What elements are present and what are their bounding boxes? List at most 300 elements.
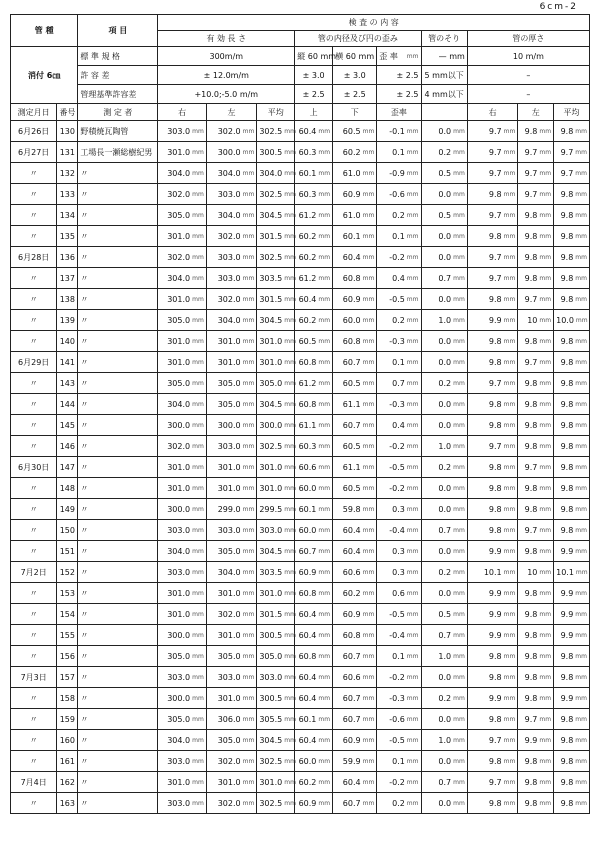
table-row — [11, 730, 590, 751]
cell-avg: 304.0 mm — [257, 163, 295, 184]
cell-l: 303.0 mm — [206, 184, 257, 205]
cell-avg: 302.5 mm — [257, 121, 295, 142]
cell-tr: 9.7 mm — [467, 142, 518, 163]
cell-person: 〃 — [78, 625, 158, 646]
cell-r: 303.0 mm — [158, 562, 206, 583]
cell-r: 302.0 mm — [158, 436, 206, 457]
cell-tl: 9.7 mm — [518, 289, 554, 310]
cell-warp: 0.0 mm — [421, 394, 467, 415]
item-header: 項 目 — [78, 15, 158, 47]
cell-tr: 9.7 mm — [467, 121, 518, 142]
cell-tavg: 9.8 mm — [554, 751, 590, 772]
cell-top: 60.0 mm — [295, 478, 333, 499]
effective-length-header: 有 効 長 さ — [158, 31, 295, 47]
cell-tavg: 9.7 mm — [554, 163, 590, 184]
cell-warp: 0.0 mm — [421, 667, 467, 688]
cell-avg: 304.5 mm — [257, 730, 295, 751]
cell-avg: 301.0 mm — [257, 457, 295, 478]
cell-person: 〃 — [78, 688, 158, 709]
cell-l: 305.0 mm — [206, 541, 257, 562]
cell-r: 300.0 mm — [158, 499, 206, 520]
warp-header: 管のそり — [421, 31, 467, 47]
cell-tavg: 9.8 mm — [554, 247, 590, 268]
cell-date: 〃 — [11, 499, 57, 520]
cell-tavg: 9.8 mm — [554, 793, 590, 814]
cell-tavg: 9.8 mm — [554, 478, 590, 499]
cell-l: 301.0 mm — [206, 457, 257, 478]
cell-l: 305.0 mm — [206, 394, 257, 415]
cell-avg: 302.5 mm — [257, 184, 295, 205]
cell-no: 131 — [57, 142, 78, 163]
cell-l: 302.0 mm — [206, 226, 257, 247]
cell-no: 137 — [57, 268, 78, 289]
cell-tr: 9.7 mm — [467, 373, 518, 394]
cell-dist: 0.3 mm — [377, 562, 421, 583]
cell-no: 143 — [57, 373, 78, 394]
cell-tr: 9.8 mm — [467, 394, 518, 415]
col-right: 右 — [158, 104, 206, 121]
cell-avg: 300.5 mm — [257, 688, 295, 709]
cell-tavg: 9.8 mm — [554, 730, 590, 751]
cell-no: 144 — [57, 394, 78, 415]
cell-person: 〃 — [78, 394, 158, 415]
cell-l: 301.0 mm — [206, 352, 257, 373]
cell-top: 60.5 mm — [295, 331, 333, 352]
cell-person: 〃 — [78, 751, 158, 772]
cell-dist: -0.5 mm — [377, 730, 421, 751]
col-distortion: 歪率 — [377, 104, 421, 121]
cell-r: 303.0 mm — [158, 520, 206, 541]
col-avg: 平均 — [257, 104, 295, 121]
cell-tavg: 9.8 mm — [554, 415, 590, 436]
cell-date: 〃 — [11, 289, 57, 310]
cell-tr: 9.8 mm — [467, 520, 518, 541]
cell-l: 303.0 mm — [206, 520, 257, 541]
cell-tavg: 9.9 mm — [554, 625, 590, 646]
cell-top: 60.4 mm — [295, 625, 333, 646]
cell-no: 163 — [57, 793, 78, 814]
cell-date: 7月2日 — [11, 562, 57, 583]
cell-l: 306.0 mm — [206, 709, 257, 730]
cell-tl: 9.8 mm — [518, 772, 554, 793]
cell-tl: 9.8 mm — [518, 478, 554, 499]
cell-warp: 0.5 mm — [421, 604, 467, 625]
inspection-contents-header: 検 査 の 内 容 — [158, 15, 590, 31]
cell-r: 303.0 mm — [158, 751, 206, 772]
table-row — [11, 478, 590, 499]
cell-avg: 300.5 mm — [257, 625, 295, 646]
cell-l: 305.0 mm — [206, 373, 257, 394]
cell-no: 154 — [57, 604, 78, 625]
cell-warp: 0.0 mm — [421, 478, 467, 499]
cell-top: 60.6 mm — [295, 457, 333, 478]
table-row — [11, 646, 590, 667]
cell-dist: 0.4 mm — [377, 415, 421, 436]
cell-tavg: 9.8 mm — [554, 709, 590, 730]
table-row — [11, 541, 590, 562]
col-bottom: 下 — [333, 104, 377, 121]
cell-dist: -0.4 mm — [377, 625, 421, 646]
cell-tr: 9.9 mm — [467, 541, 518, 562]
cell-avg: 301.0 mm — [257, 772, 295, 793]
cell-date: 〃 — [11, 415, 57, 436]
cell-warp: 1.0 mm — [421, 310, 467, 331]
tol-diam-2: ± 3.0 — [333, 66, 377, 85]
cell-tl: 9.7 mm — [518, 184, 554, 205]
cell-tavg: 9.8 mm — [554, 205, 590, 226]
cell-no: 135 — [57, 226, 78, 247]
cell-tl: 9.8 mm — [518, 604, 554, 625]
management-label: 管理基準許容差 — [78, 85, 158, 104]
cell-r: 302.0 mm — [158, 184, 206, 205]
cell-l: 303.0 mm — [206, 436, 257, 457]
cell-warp: 0.0 mm — [421, 289, 467, 310]
cell-avg: 303.5 mm — [257, 562, 295, 583]
cell-tl: 9.8 mm — [518, 415, 554, 436]
cell-l: 300.0 mm — [206, 415, 257, 436]
cell-bottom: 60.7 mm — [333, 646, 377, 667]
cell-r: 301.0 mm — [158, 772, 206, 793]
table-row — [11, 520, 590, 541]
mgmt-distortion: ± 2.5 — [377, 85, 421, 104]
cell-warp: 1.0 mm — [421, 730, 467, 751]
cell-top: 60.3 mm — [295, 436, 333, 457]
cell-tavg: 9.8 mm — [554, 268, 590, 289]
cell-no: 139 — [57, 310, 78, 331]
cell-dist: 0.1 mm — [377, 142, 421, 163]
cell-r: 304.0 mm — [158, 730, 206, 751]
cell-top: 61.2 mm — [295, 205, 333, 226]
cell-tavg: 9.8 mm — [554, 499, 590, 520]
thickness-header: 管の厚さ — [467, 31, 589, 47]
cell-tr: 9.9 mm — [467, 604, 518, 625]
cell-warp: 0.0 mm — [421, 331, 467, 352]
col-left: 左 — [206, 104, 257, 121]
table-row — [11, 142, 590, 163]
cell-r: 305.0 mm — [158, 310, 206, 331]
cell-tr: 9.8 mm — [467, 331, 518, 352]
cell-person: 〃 — [78, 415, 158, 436]
table-row — [11, 709, 590, 730]
cell-date: 〃 — [11, 268, 57, 289]
cell-tavg: 10.1 mm — [554, 562, 590, 583]
cell-tr: 9.7 mm — [467, 247, 518, 268]
table-row — [11, 310, 590, 331]
cell-top: 60.8 mm — [295, 646, 333, 667]
cell-top: 60.0 mm — [295, 751, 333, 772]
table-row — [11, 772, 590, 793]
cell-avg: 304.5 mm — [257, 205, 295, 226]
cell-dist: -0.2 mm — [377, 247, 421, 268]
cell-bottom: 61.0 mm — [333, 205, 377, 226]
cell-top: 60.3 mm — [295, 184, 333, 205]
cell-date: 〃 — [11, 604, 57, 625]
cell-tavg: 9.8 mm — [554, 226, 590, 247]
table-row — [11, 457, 590, 478]
table-row — [11, 604, 590, 625]
cell-bottom: 60.5 mm — [333, 478, 377, 499]
cell-tr: 9.8 mm — [467, 457, 518, 478]
cell-avg: 301.0 mm — [257, 478, 295, 499]
cell-tl: 9.7 mm — [518, 520, 554, 541]
cell-dist: 0.6 mm — [377, 583, 421, 604]
cell-l: 304.0 mm — [206, 163, 257, 184]
standard-label: 標 準 規 格 — [78, 47, 158, 66]
tol-diam-1: ± 3.0 — [295, 66, 333, 85]
cell-no: 162 — [57, 772, 78, 793]
cell-no: 155 — [57, 625, 78, 646]
cell-tl: 9.7 mm — [518, 352, 554, 373]
cell-dist: -0.3 mm — [377, 688, 421, 709]
cell-tavg: 9.8 mm — [554, 352, 590, 373]
cell-top: 60.2 mm — [295, 226, 333, 247]
cell-tr: 9.8 mm — [467, 793, 518, 814]
cell-bottom: 60.7 mm — [333, 352, 377, 373]
cell-bottom: 60.6 mm — [333, 562, 377, 583]
cell-l: 303.0 mm — [206, 247, 257, 268]
cell-tr: 9.8 mm — [467, 709, 518, 730]
mgmt-warp: 4 mm以下 — [421, 85, 467, 104]
table-row — [11, 184, 590, 205]
cell-person: 〃 — [78, 352, 158, 373]
cell-l: 302.0 mm — [206, 289, 257, 310]
cell-tl: 9.8 mm — [518, 667, 554, 688]
cell-no: 161 — [57, 751, 78, 772]
col-warp — [421, 104, 467, 121]
cell-date: 〃 — [11, 751, 57, 772]
cell-top: 60.1 mm — [295, 499, 333, 520]
cell-date: 〃 — [11, 226, 57, 247]
table-row — [11, 625, 590, 646]
cell-tr: 10.1 mm — [467, 562, 518, 583]
cell-warp: 0.2 mm — [421, 688, 467, 709]
cell-r: 301.0 mm — [158, 142, 206, 163]
cell-tr: 9.8 mm — [467, 415, 518, 436]
cell-bottom: 60.8 mm — [333, 331, 377, 352]
std-length: 300m/m — [158, 47, 295, 66]
cell-top: 60.4 mm — [295, 667, 333, 688]
cell-tr: 9.8 mm — [467, 478, 518, 499]
cell-date: 〃 — [11, 436, 57, 457]
cell-dist: 0.7 mm — [377, 373, 421, 394]
cell-bottom: 61.1 mm — [333, 394, 377, 415]
cell-avg: 301.0 mm — [257, 583, 295, 604]
cell-warp: 0.7 mm — [421, 772, 467, 793]
cell-no: 160 — [57, 730, 78, 751]
cell-warp: 0.2 mm — [421, 457, 467, 478]
cell-no: 149 — [57, 499, 78, 520]
cell-dist: -0.3 mm — [377, 331, 421, 352]
cell-avg: 303.0 mm — [257, 520, 295, 541]
cell-l: 301.0 mm — [206, 331, 257, 352]
cell-avg: 299.5 mm — [257, 499, 295, 520]
cell-avg: 300.0 mm — [257, 415, 295, 436]
cell-r: 301.0 mm — [158, 331, 206, 352]
table-row — [11, 289, 590, 310]
tol-length: ± 12.0m/m — [158, 66, 295, 85]
cell-avg: 305.0 mm — [257, 646, 295, 667]
col-person: 測 定 者 — [78, 104, 158, 121]
table-row — [11, 373, 590, 394]
table-row — [11, 163, 590, 184]
cell-top: 60.2 mm — [295, 247, 333, 268]
cell-avg: 303.5 mm — [257, 268, 295, 289]
cell-tavg: 9.8 mm — [554, 772, 590, 793]
cell-r: 305.0 mm — [158, 709, 206, 730]
cell-person: 〃 — [78, 226, 158, 247]
cell-avg: 305.5 mm — [257, 709, 295, 730]
cell-avg: 301.5 mm — [257, 226, 295, 247]
cell-top: 60.8 mm — [295, 352, 333, 373]
cell-top: 60.4 mm — [295, 688, 333, 709]
cell-warp: 0.0 mm — [421, 247, 467, 268]
cell-bottom: 60.7 mm — [333, 688, 377, 709]
cell-person: 〃 — [78, 457, 158, 478]
cell-avg: 301.5 mm — [257, 289, 295, 310]
cell-bottom: 60.6 mm — [333, 667, 377, 688]
table-row — [11, 688, 590, 709]
cell-no: 145 — [57, 415, 78, 436]
cell-l: 304.0 mm — [206, 205, 257, 226]
cell-tavg: 9.8 mm — [554, 436, 590, 457]
col-thickness-right: 右 — [467, 104, 518, 121]
table-row — [11, 436, 590, 457]
cell-dist: -0.4 mm — [377, 520, 421, 541]
cell-l: 301.0 mm — [206, 478, 257, 499]
cell-bottom: 60.4 mm — [333, 541, 377, 562]
cell-date: 6月28日 — [11, 247, 57, 268]
cell-tl: 9.7 mm — [518, 709, 554, 730]
cell-warp: 0.2 mm — [421, 562, 467, 583]
cell-top: 61.1 mm — [295, 415, 333, 436]
cell-tavg: 9.9 mm — [554, 583, 590, 604]
cell-avg: 304.5 mm — [257, 310, 295, 331]
cell-dist: -0.6 mm — [377, 184, 421, 205]
cell-bottom: 59.9 mm — [333, 751, 377, 772]
cell-r: 300.0 mm — [158, 415, 206, 436]
cell-dist: -0.1 mm — [377, 121, 421, 142]
cell-date: 〃 — [11, 373, 57, 394]
cell-bottom: 60.5 mm — [333, 373, 377, 394]
cell-date: 〃 — [11, 646, 57, 667]
cell-r: 305.0 mm — [158, 646, 206, 667]
cell-tl: 9.8 mm — [518, 394, 554, 415]
cell-dist: 0.1 mm — [377, 751, 421, 772]
cell-warp: 0.0 mm — [421, 226, 467, 247]
cell-date: 6月27日 — [11, 142, 57, 163]
cell-dist: 0.2 mm — [377, 793, 421, 814]
cell-dist: 0.2 mm — [377, 205, 421, 226]
cell-person: 〃 — [78, 478, 158, 499]
cell-tavg: 9.8 mm — [554, 289, 590, 310]
cell-r: 304.0 mm — [158, 541, 206, 562]
cell-person: 〃 — [78, 541, 158, 562]
cell-r: 301.0 mm — [158, 352, 206, 373]
cell-l: 305.0 mm — [206, 730, 257, 751]
cell-dist: -0.3 mm — [377, 394, 421, 415]
cell-tl: 9.8 mm — [518, 268, 554, 289]
cell-tl: 9.8 mm — [518, 625, 554, 646]
cell-l: 304.0 mm — [206, 310, 257, 331]
cell-r: 301.0 mm — [158, 583, 206, 604]
table-row — [11, 667, 590, 688]
cell-dist: -0.2 mm — [377, 436, 421, 457]
cell-tl: 9.8 mm — [518, 436, 554, 457]
cell-r: 303.0 mm — [158, 121, 206, 142]
cell-r: 300.0 mm — [158, 688, 206, 709]
cell-no: 150 — [57, 520, 78, 541]
mgmt-diam-1: ± 2.5 — [295, 85, 333, 104]
cell-person: 〃 — [78, 730, 158, 751]
cell-warp: 0.0 mm — [421, 541, 467, 562]
cell-avg: 302.5 mm — [257, 247, 295, 268]
cell-tr: 9.7 mm — [467, 205, 518, 226]
cell-bottom: 60.2 mm — [333, 583, 377, 604]
cell-person: 〃 — [78, 562, 158, 583]
cell-tr: 9.9 mm — [467, 625, 518, 646]
cell-tl: 9.8 mm — [518, 226, 554, 247]
cell-tl: 9.9 mm — [518, 730, 554, 751]
cell-no: 134 — [57, 205, 78, 226]
inspection-table — [10, 14, 590, 814]
tolerance-label: 許 容 差 — [78, 66, 158, 85]
table-row — [11, 394, 590, 415]
table-row — [11, 121, 590, 142]
cell-date: 〃 — [11, 730, 57, 751]
cell-date: 〃 — [11, 793, 57, 814]
std-diam-1: 縦 60 mm — [295, 47, 333, 66]
cell-l: 301.0 mm — [206, 583, 257, 604]
cell-warp: 0.7 mm — [421, 268, 467, 289]
cell-avg: 302.5 mm — [257, 751, 295, 772]
cell-r: 301.0 mm — [158, 604, 206, 625]
cell-tr: 9.8 mm — [467, 226, 518, 247]
cell-tr: 9.8 mm — [467, 352, 518, 373]
cell-person: 〃 — [78, 331, 158, 352]
cell-l: 302.0 mm — [206, 793, 257, 814]
cell-top: 60.1 mm — [295, 709, 333, 730]
cell-warp: 0.0 mm — [421, 583, 467, 604]
cell-tavg: 9.8 mm — [554, 184, 590, 205]
cell-tr: 9.8 mm — [467, 751, 518, 772]
cell-date: 〃 — [11, 520, 57, 541]
std-warp: — mm — [421, 47, 467, 66]
cell-avg: 301.0 mm — [257, 331, 295, 352]
diameter-distortion-header: 管の内径及び円の歪み — [295, 31, 421, 47]
cell-dist: -0.6 mm — [377, 709, 421, 730]
cell-person: 〃 — [78, 163, 158, 184]
cell-tl: 9.7 mm — [518, 163, 554, 184]
cell-tavg: 10.0 mm — [554, 310, 590, 331]
cell-warp: 0.0 mm — [421, 709, 467, 730]
cell-date: 〃 — [11, 205, 57, 226]
cell-tr: 9.8 mm — [467, 646, 518, 667]
cell-no: 132 — [57, 163, 78, 184]
cell-dist: 0.4 mm — [377, 268, 421, 289]
cell-tavg: 9.8 mm — [554, 331, 590, 352]
cell-l: 301.0 mm — [206, 688, 257, 709]
cell-warp: 0.0 mm — [421, 499, 467, 520]
cell-r: 303.0 mm — [158, 667, 206, 688]
cell-dist: -0.2 mm — [377, 667, 421, 688]
cell-tl: 9.8 mm — [518, 541, 554, 562]
cell-date: 〃 — [11, 310, 57, 331]
cell-tavg: 9.8 mm — [554, 373, 590, 394]
cell-tr: 9.9 mm — [467, 583, 518, 604]
cell-warp: 0.0 mm — [421, 184, 467, 205]
cell-r: 305.0 mm — [158, 205, 206, 226]
cell-top: 60.9 mm — [295, 793, 333, 814]
